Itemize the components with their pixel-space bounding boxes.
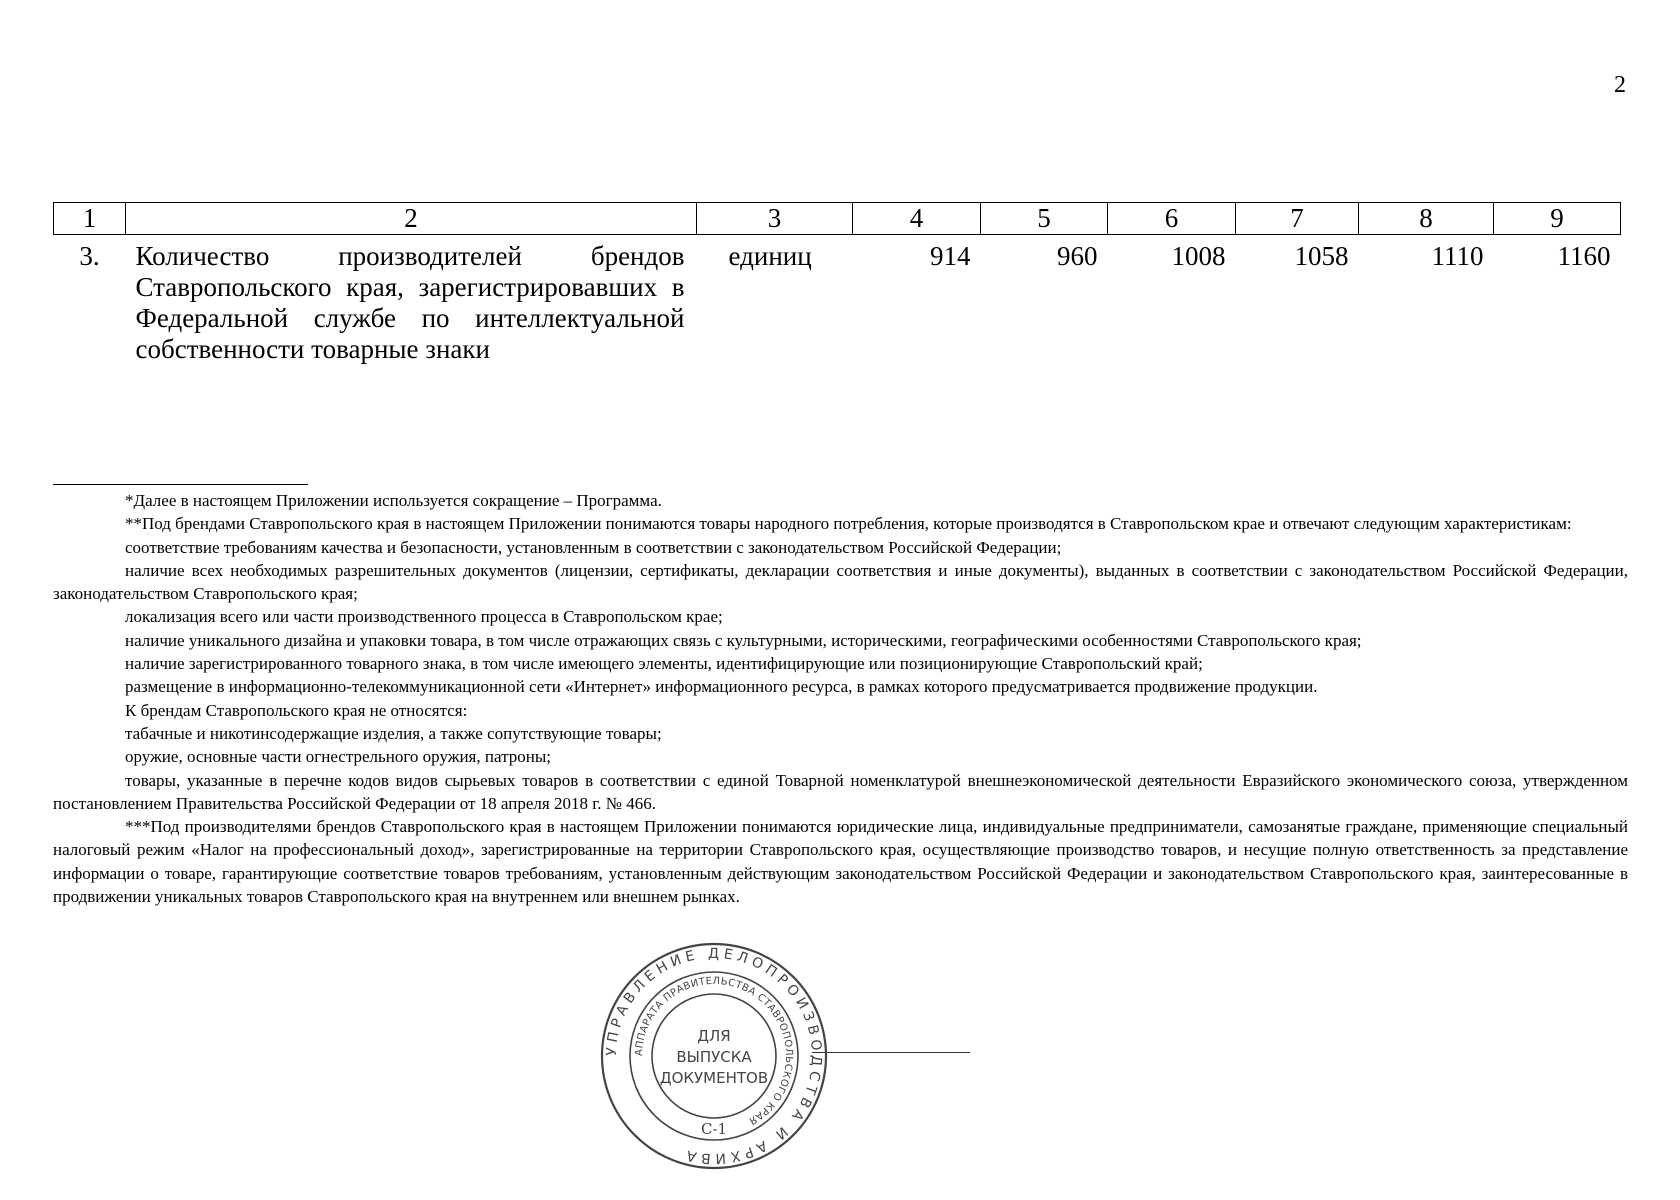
row-number: 3. (79, 241, 100, 271)
footnote-paragraph: ***Под производителями брендов Ставропольского края в настоящем Приложении понимаются юридические лица, индивидуальные предприниматели, самозанятые граждане, применяющие специальный налоговый режим «Налог на профессиональный доход», зарегистрированные на территории Ставропольского края, осуществляющие производство товаров, и несущие полную ответственность за представление информации о товаре, гарантирующие соответствие товаров требованиям, установленным действующим законодательством Российской Федерации и законодательством Ставропольского края, заинтересованные в продвижении уникальных товаров Ставропольского края на внутреннем или внешнем рынках. (53, 817, 1628, 907)
footnote-paragraph: размещение в информационно-телекоммуникационной сети «Интернет» информационного ресурса, в рамках которого предусматривается продвижение продукции. (125, 677, 1318, 697)
footnote-separator (53, 484, 308, 485)
indicator-table (53, 202, 1621, 365)
column-number-8: 8 (1359, 203, 1494, 235)
seal-center-line: ДЛЯ (697, 1027, 731, 1045)
value-cell: 1058 (1294, 241, 1349, 271)
value-cell: 1008 (1171, 241, 1226, 271)
footnote-paragraph: наличие зарегистрированного товарного знака, в том числе имеющего элементы, идентифицирующие или позиционирующие Ставропольский край; (125, 654, 1203, 674)
footnote-paragraph: **Под брендами Ставропольского края в настоящем Приложении понимаются товары народного потребления, которые производятся в Ставропольском крае и отвечают следующим характеристикам: (125, 514, 1572, 534)
footnote-paragraph: наличие уникального дизайна и упаковки товара, в том числе отражающих связь с культурными, историческими, географическими особенностями Ставропольского края; (125, 630, 1362, 650)
value-cell: 1160 (1557, 241, 1611, 271)
footnote-paragraph: К брендам Ставропольского края не относятся: (125, 700, 468, 720)
seal-outer-text: УПРАВЛЕНИЕ ДЕЛОПРОИЗВОДСТВА И АРХИВА (603, 945, 825, 1167)
footnote-paragraph: табачные и никотинсодержащие изделия, а также сопутствующие товары; (125, 723, 662, 743)
column-number-2: 2 (126, 203, 697, 235)
table-header-row (54, 203, 1621, 235)
footnote-paragraph: оружие, основные части огнестрельного оружия, патроны; (125, 747, 551, 767)
signature-line (812, 1052, 970, 1053)
seal-code: С-1 (700, 1120, 728, 1138)
unit-of-measure: единиц (728, 241, 812, 271)
footnote-paragraph: *Далее в настоящем Приложении используется сокращение – Программа. (125, 491, 662, 510)
column-number-7: 7 (1236, 203, 1359, 235)
official-seal (596, 938, 832, 1174)
column-number-5: 5 (981, 203, 1108, 235)
column-number-3: 3 (697, 203, 853, 235)
value-cell: 914 (930, 241, 971, 271)
column-number-4: 4 (853, 203, 981, 235)
seal-center-line: ВЫПУСКА (676, 1048, 752, 1066)
footnote-paragraph: соответствие требованиям качества и безопасности, установленным в соответствии с законодательством Российской Федерации; (125, 537, 1062, 557)
column-number-9: 9 (1494, 203, 1621, 235)
column-number-1: 1 (54, 203, 126, 235)
footnote-paragraph: наличие всех необходимых разрешительных документов (лицензии, сертификаты, декларации соответствия и иные документы), выданных в соответствии с законодательством Российской Федерации, законодательством Ставропольского края; (53, 560, 1628, 604)
footnotes (53, 489, 1628, 908)
seal-inner-ring-text: АППАРАТА ПРАВИТЕЛЬСТВА СТАВРОПОЛЬСКОГО КРАЯ (633, 975, 795, 1127)
table-row (54, 235, 1621, 366)
value-cell: 1110 (1431, 241, 1484, 271)
indicator-name: Количество производителей брендов Ставропольского края, зарегистрировавших в Федеральной службе по интеллектуальной собственности товарные знаки (135, 241, 685, 364)
column-number-6: 6 (1108, 203, 1236, 235)
page-number: 2 (1614, 72, 1626, 98)
value-cell: 960 (1057, 241, 1098, 271)
seal-center-line: ДОКУМЕНТОВ (659, 1069, 769, 1087)
footnote-paragraph: локализация всего или части производственного процесса в Ставропольском крае; (125, 607, 723, 627)
footnote-paragraph: товары, указанные в перечне кодов видов сырьевых товаров в соответствии с единой Товарной номенклатурой внешнеэкономической деятельности Евразийского экономического союза, утвержденном постановлением Правительства Российской Федерации от 18 апреля 2018 г. № 466. (53, 770, 1628, 813)
